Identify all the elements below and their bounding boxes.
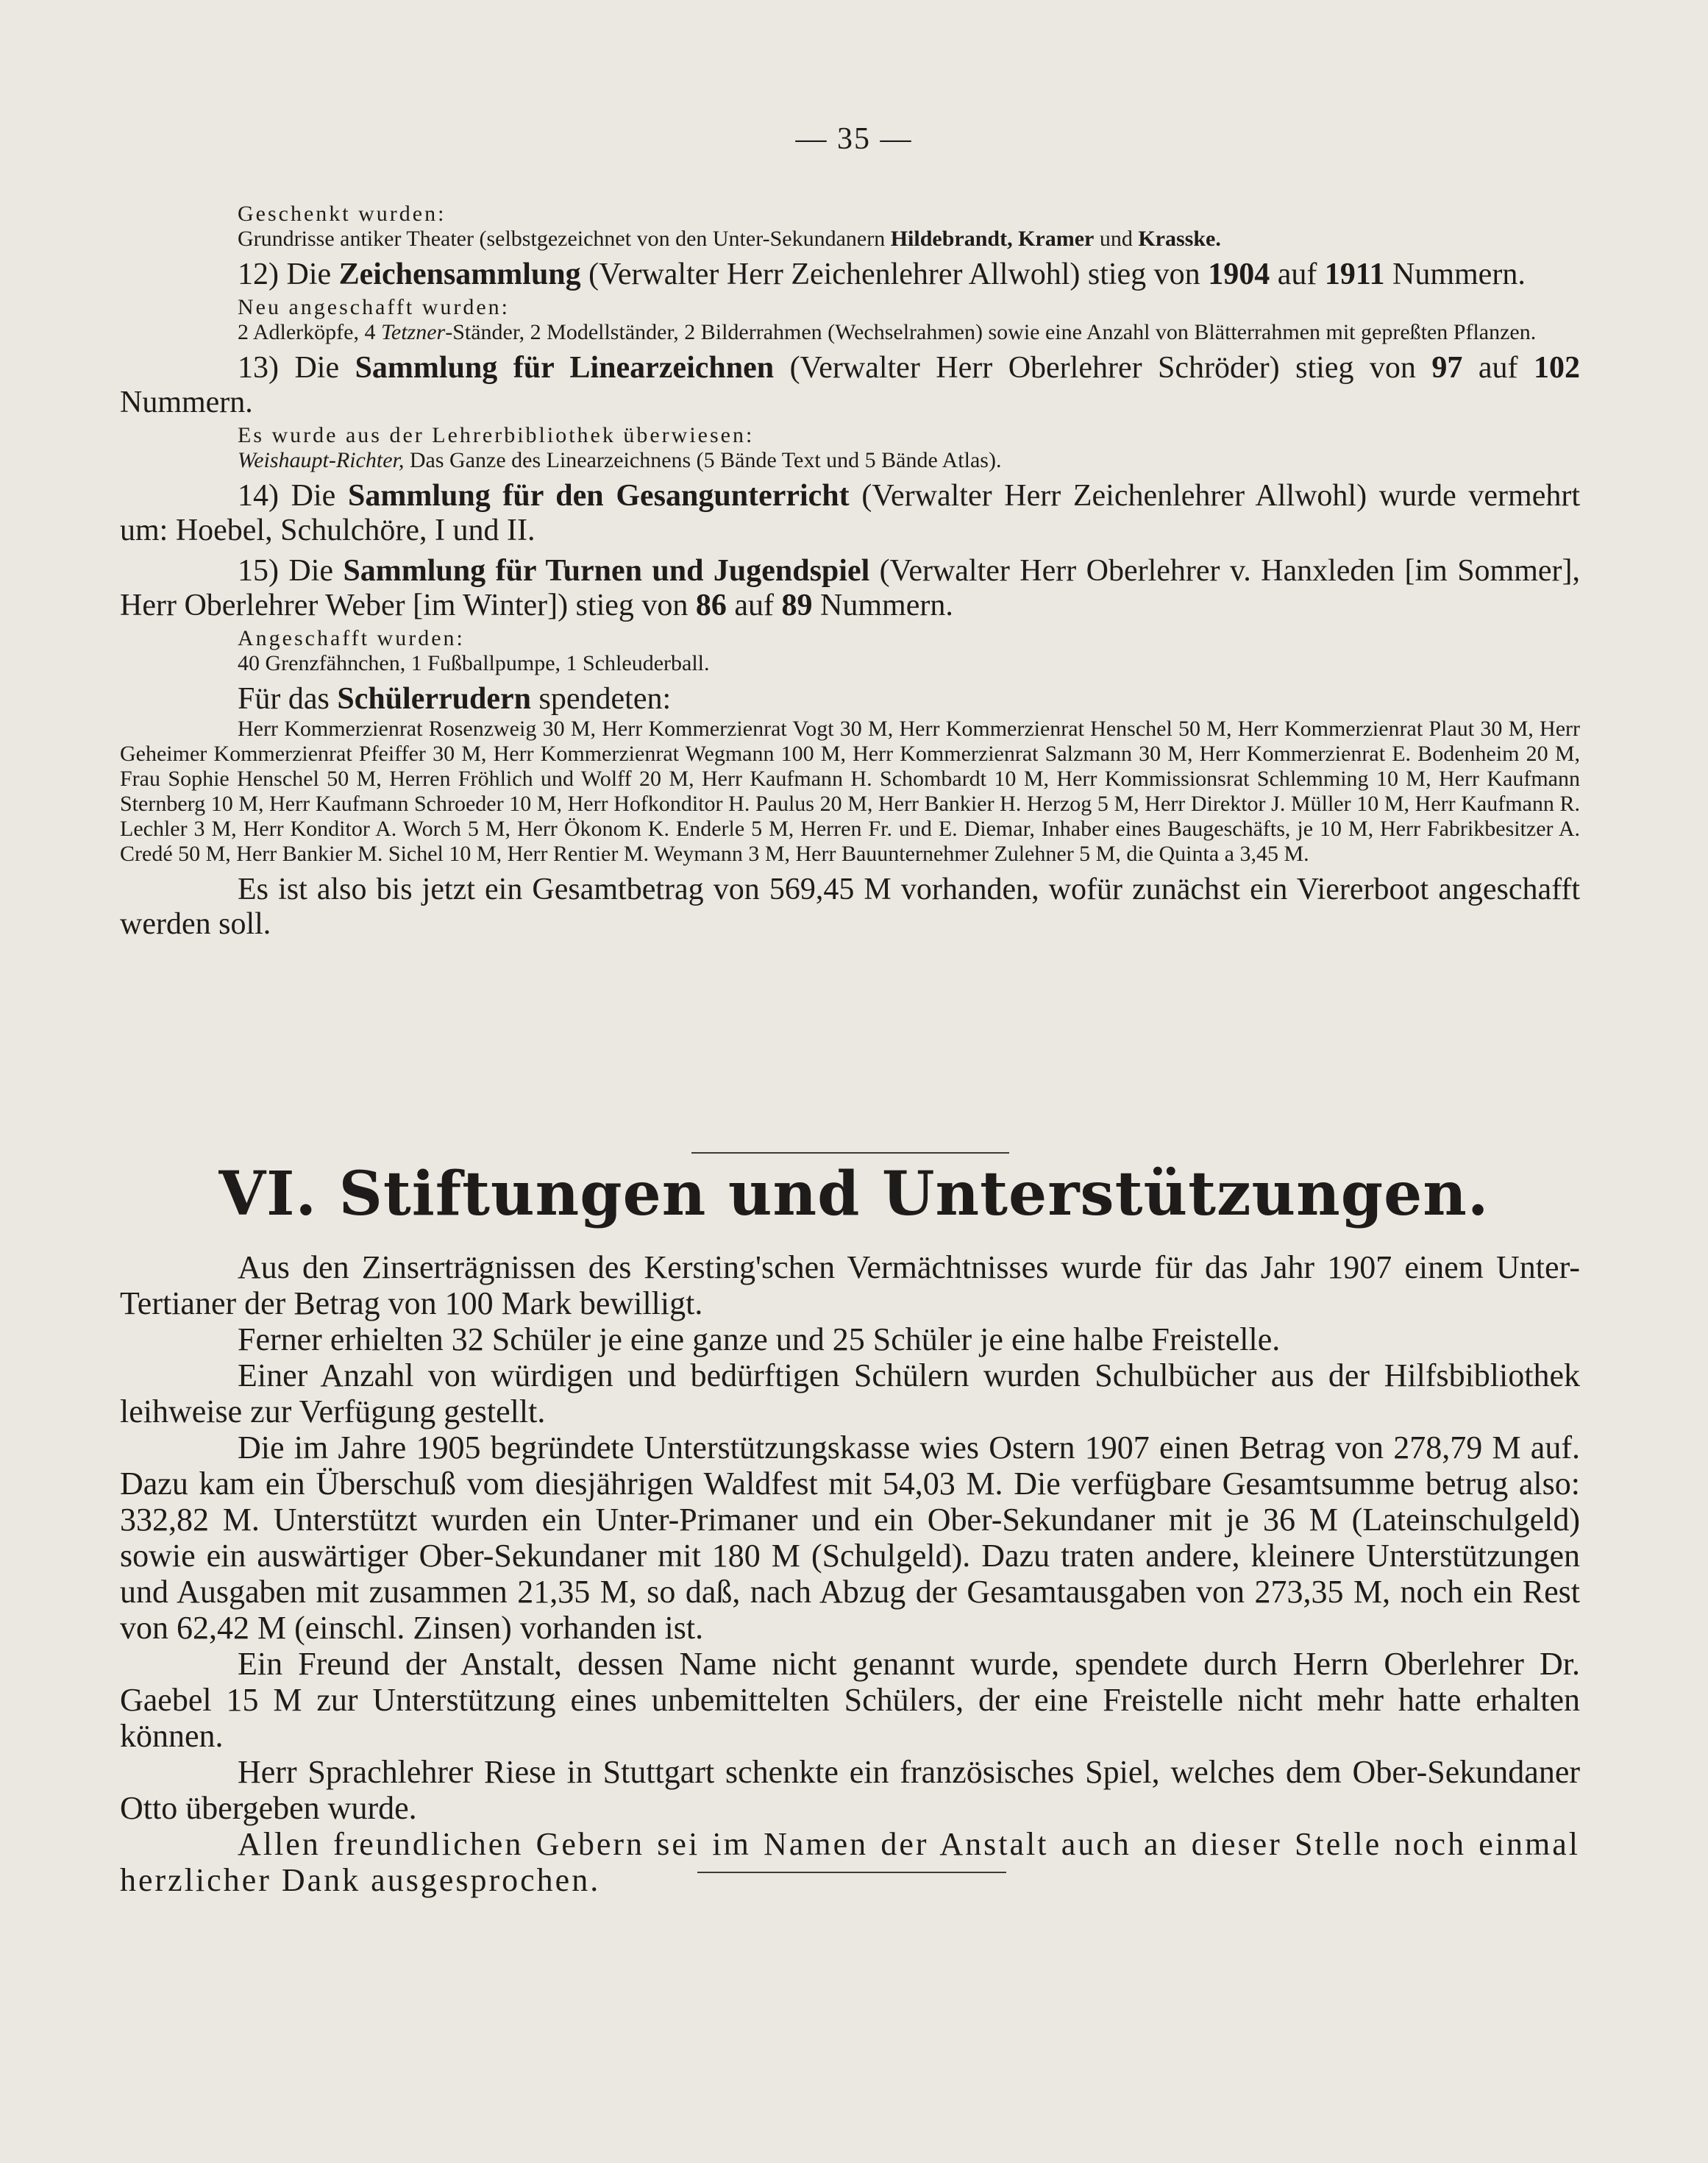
paragraph-14	[120, 479, 1580, 548]
p15-text: (Verwalter Herr Oberlehrer v. Hanxleden [im Sommer], Herr Oberlehrer Weber [im Winter]) stieg von	[120, 554, 1580, 622]
p13-title: Sammlung für Linearzeichnen	[355, 351, 775, 385]
end-divider	[697, 1872, 1006, 1873]
items-a: 2 Adlerköpfe, 4	[238, 320, 381, 344]
para-dank: Allen freundlichen Gebern sei im Namen der Anstalt auch an dieser Stelle noch einmal herzlicher Dank ausgesprochen.	[120, 1826, 1580, 1898]
transfer-author: Weishaupt-Richter,	[238, 448, 405, 472]
p13-auf: auf	[1462, 351, 1534, 385]
rowing-c: spendeten:	[531, 682, 672, 716]
section-heading: VI. Stiftungen und Unterstützungen.	[218, 1159, 1490, 1229]
collections-section	[120, 199, 1580, 942]
p14-title: Sammlung für den Gesangunterricht	[348, 479, 850, 513]
transfer-title: Das Ganze des Linearzeichnens (5 Bände Text und 5 Bände Atlas).	[404, 448, 1002, 472]
p12-to: 1911	[1324, 258, 1385, 291]
paragraph-12	[120, 258, 1580, 292]
p13-to: 102	[1533, 351, 1580, 385]
label-ueberwiesen: Es wurde aus der Lehrerbibliothek überwiesen:	[238, 423, 755, 447]
transfer-item	[120, 448, 1580, 473]
label-angeschafft: Angeschafft wurden:	[238, 626, 465, 650]
p14-text: (Verwalter Herr Zeichenlehrer Allwohl) wurde vermehrt um: Hoebel, Schulchöre, I und II.	[120, 479, 1580, 547]
p13-num: 13) Die	[238, 351, 355, 385]
paragraph-13	[120, 351, 1580, 420]
rowing-title: Schülerrudern	[337, 682, 532, 716]
p14-num: 14) Die	[238, 479, 348, 513]
p12-text: (Verwalter Herr Zeichenlehrer Allwohl) stieg von	[580, 258, 1209, 291]
para-freund: Ein Freund der Anstalt, dessen Name nicht genannt wurde, spendete durch Herrn Oberlehrer Dr. Gaebel 15 M zur Unterstützung eines unbemittelten Schülers, der eine Freistelle nicht mehr hatte erhalten können.	[120, 1646, 1580, 1754]
rowing-a: Für das	[238, 682, 338, 716]
p12-title: Zeichensammlung	[338, 258, 581, 291]
label-geschenkt: Geschenkt wurden:	[238, 202, 446, 226]
items-tetzner: Tetzner	[380, 320, 446, 344]
para-kersting: Aus den Zinserträgnissen des Kersting'schen Vermächtnisses wurde für das Jahr 1907 einem Unter-Tertianer der Betrag von 100 Mark bewilligt.	[120, 1249, 1580, 1321]
para-schulbuecher: Einer Anzahl von würdigen und bedürftigen Schülern wurden Schulbücher aus der Hilfsbibliothek leihweise zur Verfügung gestellt.	[120, 1357, 1580, 1429]
p15-auf: auf	[726, 589, 782, 622]
p15-title: Sammlung für Turnen und Jugendspiel	[343, 554, 870, 588]
p15-num: 15) Die	[238, 554, 344, 588]
sports-items: 40 Grenzfähnchen, 1 Fußballpumpe, 1 Schleuderball.	[238, 651, 710, 675]
para-freistellen: Ferner erhielten 32 Schüler je eine ganze und 25 Schüler je eine halbe Freistelle.	[238, 1321, 1281, 1357]
paragraph-15	[120, 554, 1580, 623]
p12-from: 1904	[1208, 258, 1270, 291]
gift-and: und	[1094, 227, 1139, 251]
donor-list: Herr Kommerzienrat Rosenzweig 30 M, Herr Kommerzienrat Vogt 30 M, Herr Kommerzienrat Henschel 50 M, Herr Kommerzienrat Plaut 30 M, Herr Geheimer Kommerzienrat Pfeiffer 30 M, Herr Kommerzienrat Wegmann 100 M, Herr Kommerzienrat Salzmann 30 M, Herr Kommerzienrat E. Bodenheim 20 M, Frau Sophie Henschel 50 M, Herren Fröhlich und Wolff 20 M, Herr Kaufmann H. Schombardt 10 M, Herr Kommissionsrat Schlemming 10 M, Herr Kaufmann Sternberg 10 M, Herr Kaufmann Schroeder 10 M, Herr Hofkonditor H. Paulus 20 M, Herr Bankier H. Herzog 5 M, Herr Direktor J. Müller 10 M, Herr Kaufmann R. Lechler 3 M, Herr Konditor A. Worch 5 M, Herr Ökonom K. Enderle 5 M, Herren Fr. und E. Diemar, Inhaber eines Baugeschäfts, je 10 M, Herr Fabrikbesitzer A. Credé 50 M, Herr Bankier M. Sichel 10 M, Herr Rentier M. Weymann 3 M, Herr Bauunternehmer Zulehner 5 M, die Quinta a 3,45 M.	[120, 717, 1580, 866]
label-neu-angeschafft: Neu angeschafft wurden:	[238, 295, 510, 319]
rowing-total: Es ist also bis jetzt ein Gesamtbetrag von 569,45 M vorhanden, wofür zunächst ein Viererboot angeschafft werden soll.	[120, 873, 1580, 941]
p15-from: 86	[695, 589, 727, 622]
foundations-section	[120, 1249, 1580, 1898]
p12-auf: auf	[1270, 258, 1325, 291]
p15-to: 89	[781, 589, 813, 622]
p13-end: Nummern.	[120, 386, 253, 419]
page-number: — 35 —	[795, 122, 913, 156]
p13-text: (Verwalter Herr Oberlehrer Schröder) stieg von	[774, 351, 1432, 385]
gift-names: Hildebrandt, Kramer	[890, 227, 1095, 251]
gift-text: Grundrisse antiker Theater (selbstgezeichnet von den Unter-Sekundanern	[238, 227, 891, 251]
section-divider	[691, 1152, 1009, 1154]
p12-end: Nummern.	[1384, 258, 1526, 291]
p12-num: 12) Die	[238, 258, 339, 291]
items-c: -Ständer, 2 Modellständer, 2 Bilderrahmen (Wechselrahmen) sowie eine Anzahl von Blätterrahmen mit gepreßten Pflanzen.	[445, 320, 1537, 344]
gift-last-name: Krasske.	[1138, 227, 1221, 251]
new-items-list	[120, 320, 1580, 345]
para-riese: Herr Sprachlehrer Riese in Stuttgart schenkte ein französisches Spiel, welches dem Ober-Sekundaner Otto übergeben wurde.	[120, 1754, 1580, 1826]
para-unterstuetzungskasse: Die im Jahre 1905 begründete Unterstützungskasse wies Ostern 1907 einen Betrag von 278,79 M auf. Dazu kam ein Überschuß vom diesjährigen Waldfest mit 54,03 M. Die verfügbare Gesamtsumme betrug also: 332,82 M. Unterstützt wurden ein Unter-Primaner und ein Ober-Sekundaner mit je 36 M (Lateinschulgeld) sowie ein auswärtiger Ober-Sekundaner mit 180 M (Schulgeld). Dazu traten andere, kleinere Unterstützungen und Ausgaben mit zusammen 21,35 M, so daß, nach Abzug der Gesamtausgaben von 273,35 M, noch ein Rest von 62,42 M (einschl. Zinsen) vorhanden ist.	[120, 1429, 1580, 1646]
p13-from: 97	[1431, 351, 1463, 385]
rowing-intro	[120, 682, 1580, 717]
p15-end: Nummern.	[812, 589, 953, 622]
gift-list	[120, 227, 1580, 252]
